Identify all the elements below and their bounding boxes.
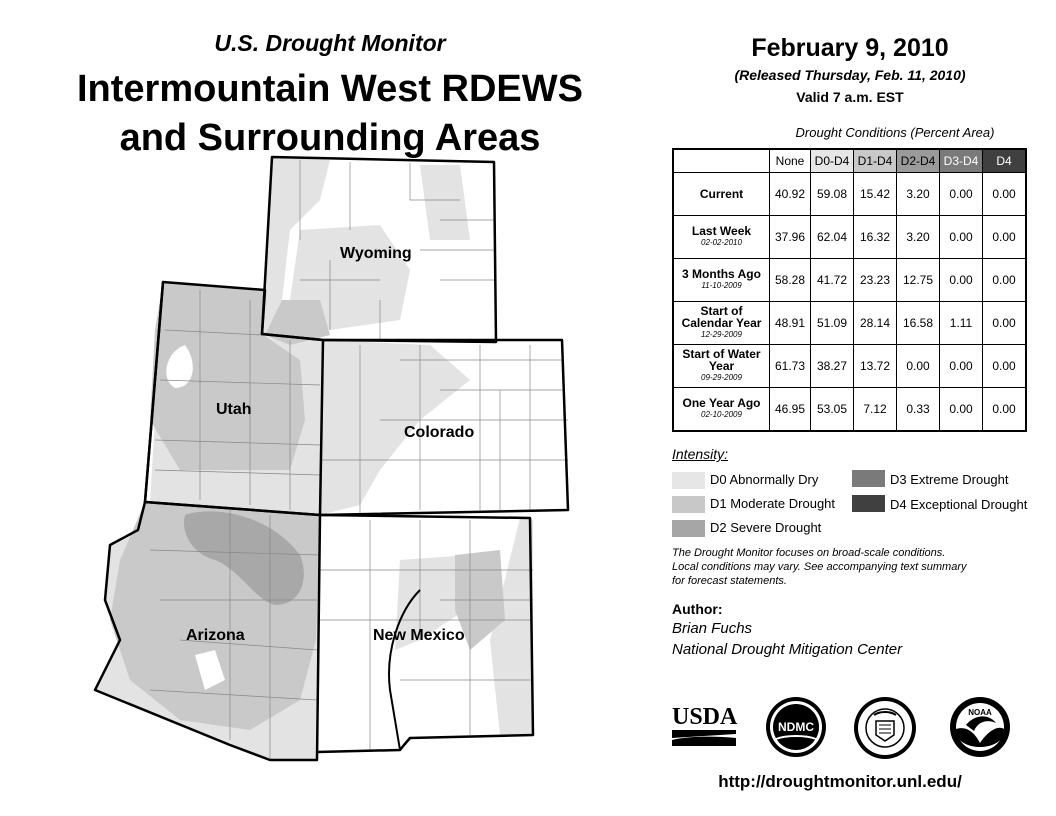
row-date: 09-29-2009	[701, 373, 742, 382]
table-cell: 58.28	[770, 259, 811, 302]
table-cell: 46.95	[770, 388, 811, 432]
table-cell: 28.14	[854, 302, 897, 345]
row-date: 11-10-2009	[701, 281, 742, 290]
table-cell: 61.73	[770, 345, 811, 388]
row-label-text: One Year Ago	[682, 396, 761, 410]
commerce-seal-logo	[852, 695, 918, 761]
note-line: for forecast statements.	[672, 575, 787, 587]
table-cell: 0.00	[983, 173, 1027, 216]
legend-label-d3: D3 Extreme Drought	[890, 472, 1009, 487]
table-cell: 0.00	[983, 259, 1027, 302]
legend-label-d0: D0 Abnormally Dry	[710, 472, 819, 487]
table-cell: 0.00	[897, 345, 940, 388]
row-label-text: Start of Water Year	[682, 347, 761, 373]
row-label-text: Last Week	[691, 224, 752, 238]
table-cell: 0.00	[940, 345, 983, 388]
row-label	[673, 388, 770, 432]
row-date: 02-10-2009	[701, 410, 742, 419]
table-cell: 48.91	[770, 302, 811, 345]
disclaimer-note	[672, 546, 1032, 588]
legend-swatch-d2	[672, 520, 705, 537]
legend-label-d2: D2 Severe Drought	[710, 520, 822, 535]
noaa-logo-text: NOAA	[968, 708, 992, 717]
map-title-line2: and Surrounding Areas	[119, 117, 541, 159]
legend-label-d1: D1 Moderate Drought	[710, 496, 836, 511]
table-cell: 3.20	[897, 173, 940, 216]
table-header-row	[673, 149, 1026, 173]
row-label	[673, 173, 770, 216]
noaa-logo	[948, 695, 1012, 759]
map-date: February 9, 2010	[751, 34, 949, 62]
table-cell: 0.00	[983, 216, 1027, 259]
table-cell: 23.23	[854, 259, 897, 302]
ndmc-logo-text: NDMC	[778, 720, 814, 734]
release-date: (Released Thursday, Feb. 11, 2010)	[734, 67, 966, 83]
col-header: D3-D4	[940, 149, 983, 173]
row-date: 02-02-2010	[701, 238, 742, 247]
legend-title: Intensity:	[672, 446, 729, 462]
table-row	[673, 388, 1026, 432]
row-label	[673, 259, 770, 302]
author-label: Author:	[672, 601, 723, 617]
row-label-text: Current	[699, 187, 744, 201]
conditions-title: Drought Conditions (Percent Area)	[795, 125, 995, 140]
table-cell: 16.32	[854, 216, 897, 259]
legend-swatch-d4	[852, 495, 885, 512]
col-header: D4	[983, 149, 1027, 173]
table-cell: 13.72	[854, 345, 897, 388]
col-header: D2-D4	[897, 149, 940, 173]
col-header: D1-D4	[854, 149, 897, 173]
legend-swatch-d1	[672, 496, 705, 513]
header-blank	[673, 149, 770, 173]
map-subtitle: U.S. Drought Monitor	[214, 30, 446, 56]
website-url[interactable]: http://droughtmonitor.unl.edu/	[718, 772, 962, 791]
row-label	[673, 302, 770, 345]
table-cell: 16.58	[897, 302, 940, 345]
state-label-utah: Utah	[216, 401, 252, 418]
table-cell: 1.11	[940, 302, 983, 345]
table-cell: 51.09	[811, 302, 854, 345]
col-header: None	[770, 149, 811, 173]
table-cell: 41.72	[811, 259, 854, 302]
table-cell: 12.75	[897, 259, 940, 302]
legend-swatch-d0	[672, 472, 705, 489]
state-label-arizona: Arizona	[186, 627, 245, 644]
table-row	[673, 259, 1026, 302]
row-label-text: 3 Months Ago	[682, 267, 761, 281]
state-label-colorado: Colorado	[404, 424, 475, 441]
col-header: D0-D4	[811, 149, 854, 173]
note-line: Local conditions may vary. See accompanying text summary	[672, 561, 967, 573]
table-cell: 53.05	[811, 388, 854, 432]
row-label	[673, 345, 770, 388]
row-label-text: Start of Calendar Year	[681, 304, 762, 330]
table-cell: 7.12	[854, 388, 897, 432]
map-title-line1: Intermountain West RDEWS	[77, 68, 583, 110]
state-label-wyoming: Wyoming	[340, 245, 412, 262]
table-cell: 0.00	[940, 173, 983, 216]
table-cell: 0.00	[940, 388, 983, 432]
table-cell: 38.27	[811, 345, 854, 388]
table-cell: 37.96	[770, 216, 811, 259]
table-cell: 62.04	[811, 216, 854, 259]
table-cell: 3.20	[897, 216, 940, 259]
table-cell: 0.00	[983, 388, 1027, 432]
table-cell: 0.00	[940, 216, 983, 259]
legend-swatch-d3	[852, 470, 885, 487]
state-label-new-mexico: New Mexico	[373, 627, 465, 644]
table-cell: 0.00	[940, 259, 983, 302]
table-row	[673, 173, 1026, 216]
table-cell: 0.00	[983, 345, 1027, 388]
table-cell: 40.92	[770, 173, 811, 216]
note-line: The Drought Monitor focuses on broad-scale conditions.	[672, 547, 946, 559]
row-label	[673, 216, 770, 259]
table-row	[673, 302, 1026, 345]
table-cell: 0.00	[983, 302, 1027, 345]
row-date: 12-29-2009	[701, 330, 742, 339]
author-org: National Drought Mitigation Center	[672, 641, 903, 658]
table-cell: 15.42	[854, 173, 897, 216]
usda-logo-text: USDA	[672, 704, 738, 730]
ndmc-logo	[764, 695, 828, 759]
table-cell: 59.08	[811, 173, 854, 216]
conditions-table	[672, 148, 1027, 432]
valid-time: Valid 7 a.m. EST	[796, 89, 904, 105]
usda-logo	[670, 700, 738, 750]
table-row	[673, 345, 1026, 388]
table-row	[673, 216, 1026, 259]
author-name: Brian Fuchs	[672, 620, 753, 637]
legend-label-d4: D4 Exceptional Drought	[890, 497, 1028, 512]
table-cell: 0.33	[897, 388, 940, 432]
